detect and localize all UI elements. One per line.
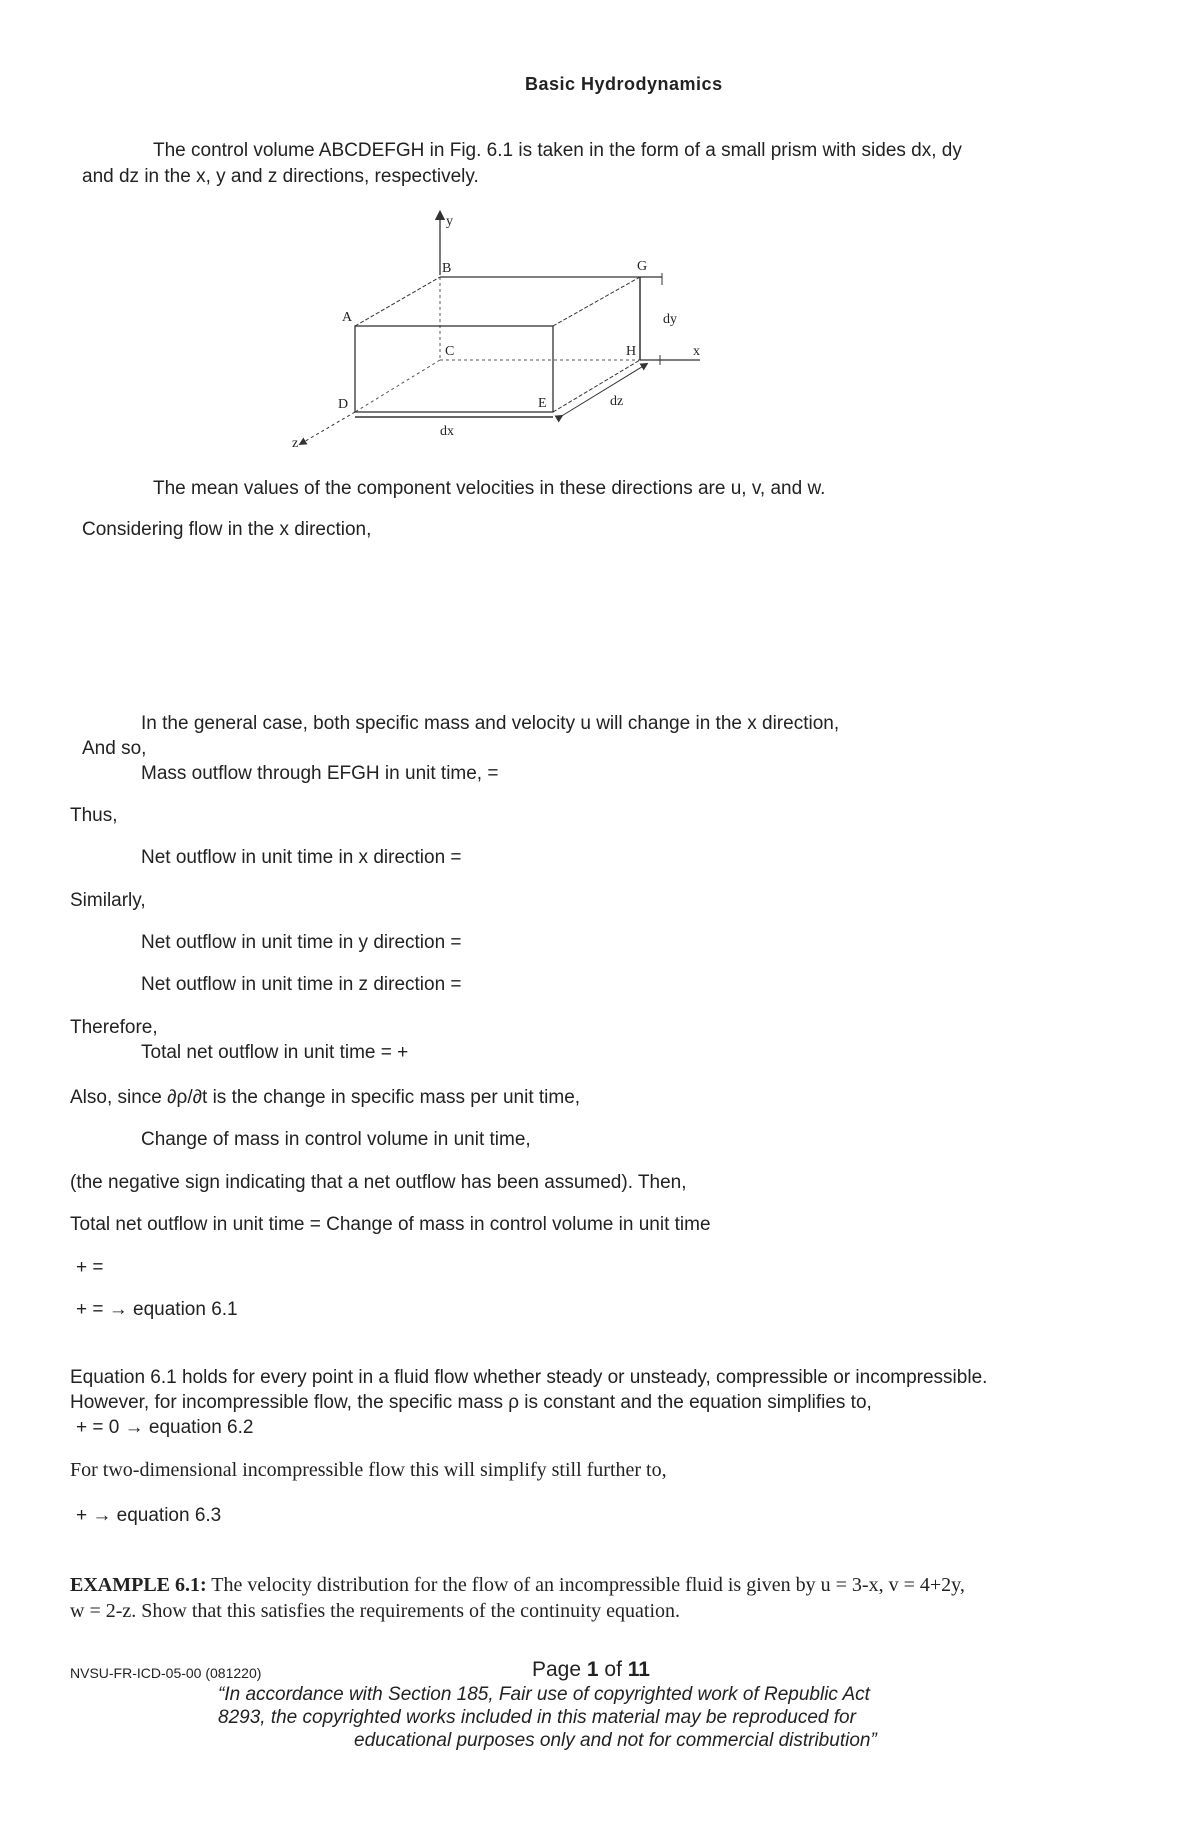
footer-notice-1: “In accordance with Section 185, Fair use of copyrighted work of Republic Act <box>218 1684 870 1705</box>
equation-6-3: + → equation 6.3 <box>76 1505 222 1526</box>
considering-text: Considering flow in the x direction, <box>82 519 372 540</box>
label-D: D <box>338 397 349 412</box>
page-indicator <box>532 1657 650 1683</box>
thus-text: Thus, <box>70 805 118 826</box>
equation-6-1: + = → equation 6.1 <box>76 1299 238 1320</box>
two-dim-text: For two-dimensional incompressible flow this will simplify still further to, <box>70 1459 667 1481</box>
label-G: G <box>637 259 648 274</box>
eq61-holds-text: Equation 6.1 holds for every point in a fluid flow whether steady or unsteady, compressible or incompressible. <box>70 1367 988 1388</box>
net-z-text: Net outflow in unit time in z direction = <box>141 974 462 995</box>
label-dy: dy <box>663 312 677 327</box>
label-H: H <box>626 344 637 359</box>
net-y-text: Net outflow in unit time in y direction = <box>141 932 462 953</box>
general-case-text: In the general case, both specific mass and velocity u will change in the x direction, <box>141 713 840 734</box>
control-volume-figure <box>280 205 720 450</box>
page-total: 11 <box>627 1658 650 1681</box>
footer-notice-3: educational purposes only and not for commercial distribution” <box>354 1730 877 1751</box>
intro-line-1: The control volume ABCDEFGH in Fig. 6.1 is taken in the form of a small prism with sides dx, dy <box>153 140 962 161</box>
similarly-text: Similarly, <box>70 890 146 911</box>
mean-values-text: The mean values of the component velocities in these directions are u, v, and w. <box>153 478 826 499</box>
therefore-text: Therefore, <box>70 1017 158 1038</box>
change-mass-text: Change of mass in control volume in unit time, <box>141 1129 531 1150</box>
intro-line-2: and dz in the x, y and z directions, respectively. <box>82 166 479 187</box>
footer-code: NVSU-FR-ICD-05-00 (081220) <box>70 1665 262 1681</box>
label-y: y <box>446 214 453 229</box>
example-text-1: The velocity distribution for the flow of an incompressible fluid is given by u = 3-x, v = 4+2y, <box>206 1574 965 1596</box>
label-B: B <box>442 261 452 276</box>
label-C: C <box>445 344 455 359</box>
however-text: However, for incompressible flow, the specific mass ρ is constant and the equation simplifies to, <box>70 1392 872 1413</box>
label-A: A <box>342 310 353 325</box>
page-word: Page <box>532 1658 587 1681</box>
and-so-text: And so, <box>82 738 147 759</box>
total-equals-text: Total net outflow in unit time = Change of mass in control volume in unit time <box>70 1214 711 1235</box>
equation-a: + = <box>76 1257 104 1278</box>
example-label: EXAMPLE 6.1: <box>70 1574 207 1596</box>
mass-outflow-text: Mass outflow through EFGH in unit time, = <box>141 763 499 784</box>
page-number: 1 <box>586 1658 599 1681</box>
equation-6-2: + = 0 → equation 6.2 <box>76 1417 254 1438</box>
example-line-2: w = 2-z. Show that this satisfies the requirements of the continuity equation. <box>70 1600 681 1622</box>
label-dx: dx <box>440 424 454 439</box>
also-since-text: Also, since ∂ρ/∂t is the change in specific mass per unit time, <box>70 1087 581 1108</box>
label-E: E <box>538 396 547 411</box>
example-line-1 <box>70 1574 965 1597</box>
label-z: z <box>292 436 299 450</box>
footer-notice-2: 8293, the copyrighted works included in this material may be reproduced for <box>218 1707 856 1728</box>
of-word: of <box>598 1658 628 1681</box>
net-x-text: Net outflow in unit time in x direction = <box>141 847 462 868</box>
page-title: Basic Hydrodynamics <box>525 74 723 94</box>
label-dz: dz <box>610 394 624 409</box>
label-x: x <box>693 344 700 359</box>
total-net-text: Total net outflow in unit time = + <box>141 1042 409 1063</box>
negative-sign-text: (the negative sign indicating that a net outflow has been assumed). Then, <box>70 1172 687 1193</box>
